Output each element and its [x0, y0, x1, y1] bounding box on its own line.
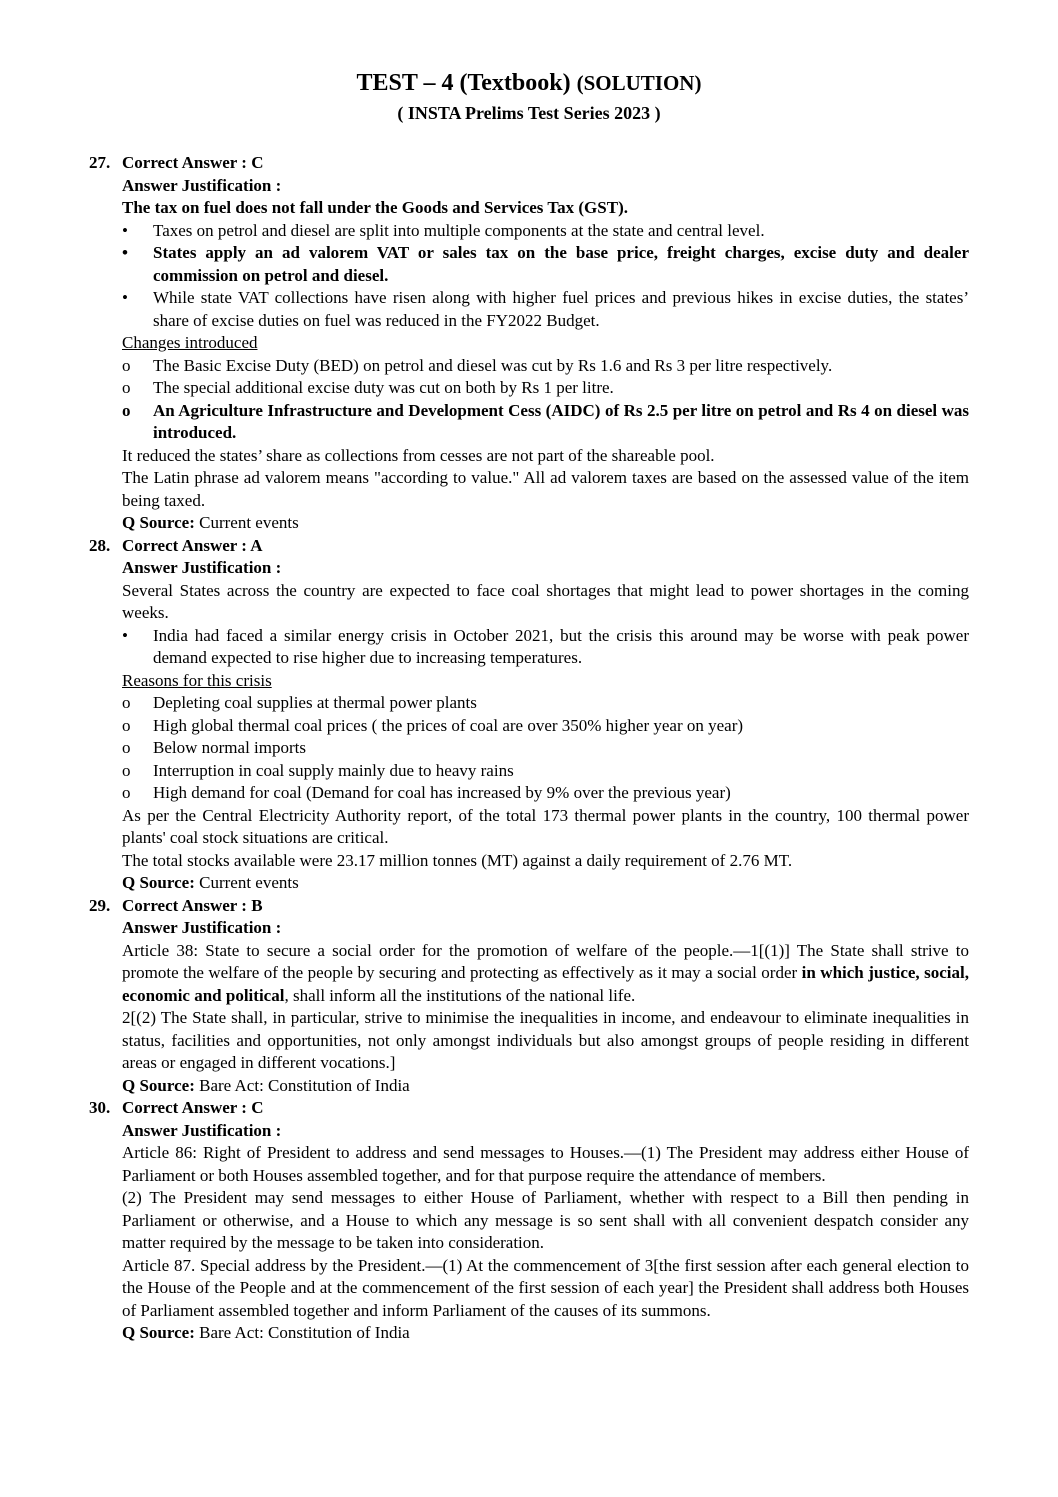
- question-number: 30.: [89, 1098, 111, 1117]
- paragraph: Article 87. Special address by the President.—(1) At the commencement of 3[the first session after each general election to the House of the People and at the commencement of the first session of each year] the President shall address both Houses of Parliament assembled together and inform Parliament of the causes of its summons.: [122, 1255, 969, 1320]
- list-item: [0, 355, 969, 378]
- paragraph: The Latin phrase ad valorem means "according to value." All ad valorem taxes are based on the assessed value of the item being taxed.: [122, 468, 969, 510]
- bullet-item: [0, 220, 969, 243]
- section-heading: Reasons for this crisis: [122, 670, 272, 690]
- circle-bullet-icon: o: [122, 378, 131, 397]
- paragraph: Article 86: Right of President to address and send messages to Houses.—(1) The President may address either House of Parliament or both Houses assembled together, and for that purpose require the attendance of members.: [122, 1143, 969, 1185]
- source-text: Current events: [199, 873, 299, 892]
- bullet-icon: •: [122, 625, 128, 645]
- paragraph-text: Article 38: State to secure a social order for the promotion of welfare of the people.—1[(1)] The State shall strive to promote the welfare of the people by securing and protecting as effectively as it may a social order: [122, 940, 969, 982]
- source-label: Q Source:: [122, 1323, 195, 1342]
- source-text: Current events: [199, 513, 299, 532]
- list-item-text: The Basic Excise Duty (BED) on petrol and diesel was cut by Rs 1.6 and Rs 3 per litre respectively.: [153, 355, 833, 375]
- bullet-text: Taxes on petrol and diesel are split into multiple components at the state and central level.: [153, 220, 765, 240]
- lead-statement: The tax on fuel does not fall under the Goods and Services Tax (GST).: [122, 198, 628, 217]
- correct-answer: [0, 535, 1058, 558]
- bullet-icon: •: [122, 288, 128, 307]
- source-label: Q Source:: [122, 513, 195, 532]
- list-item: [0, 715, 969, 738]
- list-item-text: Interruption in coal supply mainly due to heavy rains: [153, 760, 514, 780]
- paragraph: Several States across the country are expected to face coal shortages that might lead to power shortages in the coming weeks.: [122, 580, 969, 622]
- list-item: [0, 377, 969, 400]
- correct-answer: [0, 152, 1058, 175]
- paragraph: The total stocks available were 23.17 million tonnes (MT) against a daily requirement of 2.76 MT.: [122, 850, 793, 870]
- list-item-text: An Agriculture Infrastructure and Development Cess (AIDC) of Rs 2.5 per litre on petrol and Rs 4 on diesel was introduced.: [153, 400, 969, 442]
- bullet-icon: •: [122, 220, 128, 240]
- question-30: [0, 1097, 1058, 1345]
- section-heading: Changes introduced: [122, 333, 258, 352]
- page-title: [0, 68, 1058, 98]
- list-item: [0, 692, 969, 715]
- circle-bullet-icon: o: [122, 355, 131, 375]
- list-item-text: Depleting coal supplies at thermal power plants: [153, 693, 477, 712]
- circle-bullet-icon: o: [122, 715, 131, 735]
- source-label: Q Source:: [122, 873, 195, 892]
- list-item-text: The special additional excise duty was cut on both by Rs 1 per litre.: [153, 378, 614, 397]
- list-item-text: High global thermal coal prices ( the prices of coal are over 350% higher year on year): [153, 715, 744, 735]
- circle-bullet-icon: o: [122, 783, 131, 802]
- list-item: [0, 760, 969, 783]
- list-item: [0, 782, 969, 805]
- paragraph: (2) The President may send messages to either House of Parliament, whether with respect to a Bill then pending in Parliament or otherwise, and a House to which any message is so sent shall with all convenient despatch consider any matter required by the message to be taken into consideration.: [122, 1188, 969, 1252]
- answer-justification-label: Answer Justification :: [122, 1120, 282, 1140]
- question-29: [0, 895, 1058, 1098]
- question-number: 27.: [89, 153, 111, 172]
- question-source: [0, 512, 1058, 535]
- circle-bullet-icon: o: [122, 400, 131, 420]
- question-number: 28.: [89, 535, 111, 555]
- solutions-body: [0, 152, 1058, 1345]
- question-source: [0, 1075, 1058, 1098]
- question-number: 29.: [89, 895, 111, 915]
- circle-bullet-icon: o: [122, 760, 131, 780]
- bullet-item: [0, 287, 969, 332]
- page-title-main: TEST – 4 (Textbook): [356, 70, 571, 96]
- list-item: [0, 400, 969, 445]
- page-subtitle: ( INSTA Prelims Test Series 2023 ): [397, 103, 661, 123]
- list-item: [0, 737, 969, 760]
- circle-bullet-icon: o: [122, 738, 131, 757]
- question-28: [0, 535, 1058, 895]
- answer-justification-label: Answer Justification :: [122, 558, 282, 577]
- page-title-suffix: (SOLUTION): [576, 71, 702, 95]
- correct-answer-text: Correct Answer : B: [122, 895, 263, 915]
- source-label: Q Source:: [122, 1075, 195, 1095]
- correct-answer-text: Correct Answer : A: [122, 535, 263, 555]
- paragraph: [0, 940, 969, 1008]
- list-item-text: High demand for coal (Demand for coal has increased by 9% over the previous year): [153, 783, 731, 802]
- correct-answer-text: Correct Answer : C: [122, 153, 264, 172]
- paragraph: It reduced the states’ share as collections from cesses are not part of the shareable pool.: [122, 445, 715, 465]
- bullet-text: States apply an ad valorem VAT or sales tax on the base price, freight charges, excise duty and dealer commission on petrol and diesel.: [153, 243, 969, 285]
- correct-answer: [0, 1097, 1058, 1120]
- correct-answer: [0, 895, 1058, 918]
- bullet-icon: •: [122, 243, 128, 262]
- question-source: [0, 872, 1058, 895]
- answer-justification-label: Answer Justification :: [122, 175, 282, 195]
- bullet-text: While state VAT collections have risen along with higher fuel prices and previous hikes in excise duties, the states’ share of excise duties on fuel was reduced in the FY2022 Budget.: [153, 288, 969, 330]
- bullet-text: India had faced a similar energy crisis in October 2021, but the crisis this around may be worse with peak power demand expected to rise higher due to increasing temperatures.: [153, 625, 969, 667]
- circle-bullet-icon: o: [122, 693, 131, 712]
- question-source: [0, 1322, 1058, 1345]
- correct-answer-text: Correct Answer : C: [122, 1098, 264, 1117]
- paragraph: 2[(2) The State shall, in particular, strive to minimise the inequalities in income, and endeavour to eliminate inequalities in status, facilities and opportunities, not only amongst individuals but also amongst groups of people residing in different areas or engaged in different vocations.]: [122, 1008, 969, 1072]
- source-text: Bare Act: Constitution of India: [199, 1075, 410, 1095]
- list-item-text: Below normal imports: [153, 738, 306, 757]
- question-27: [0, 152, 1058, 535]
- paragraph-emphasis: in which justice, social, economic and political: [122, 963, 969, 1005]
- source-text: Bare Act: Constitution of India: [199, 1323, 410, 1342]
- paragraph-text: , shall inform all the institutions of the national life.: [284, 985, 636, 1005]
- answer-justification-label: Answer Justification :: [122, 918, 282, 937]
- bullet-item: [0, 625, 969, 670]
- bullet-item: [0, 242, 969, 287]
- paragraph: As per the Central Electricity Authority report, of the total 173 thermal power plants in the country, 100 thermal power plants' coal stock situations are critical.: [122, 805, 969, 847]
